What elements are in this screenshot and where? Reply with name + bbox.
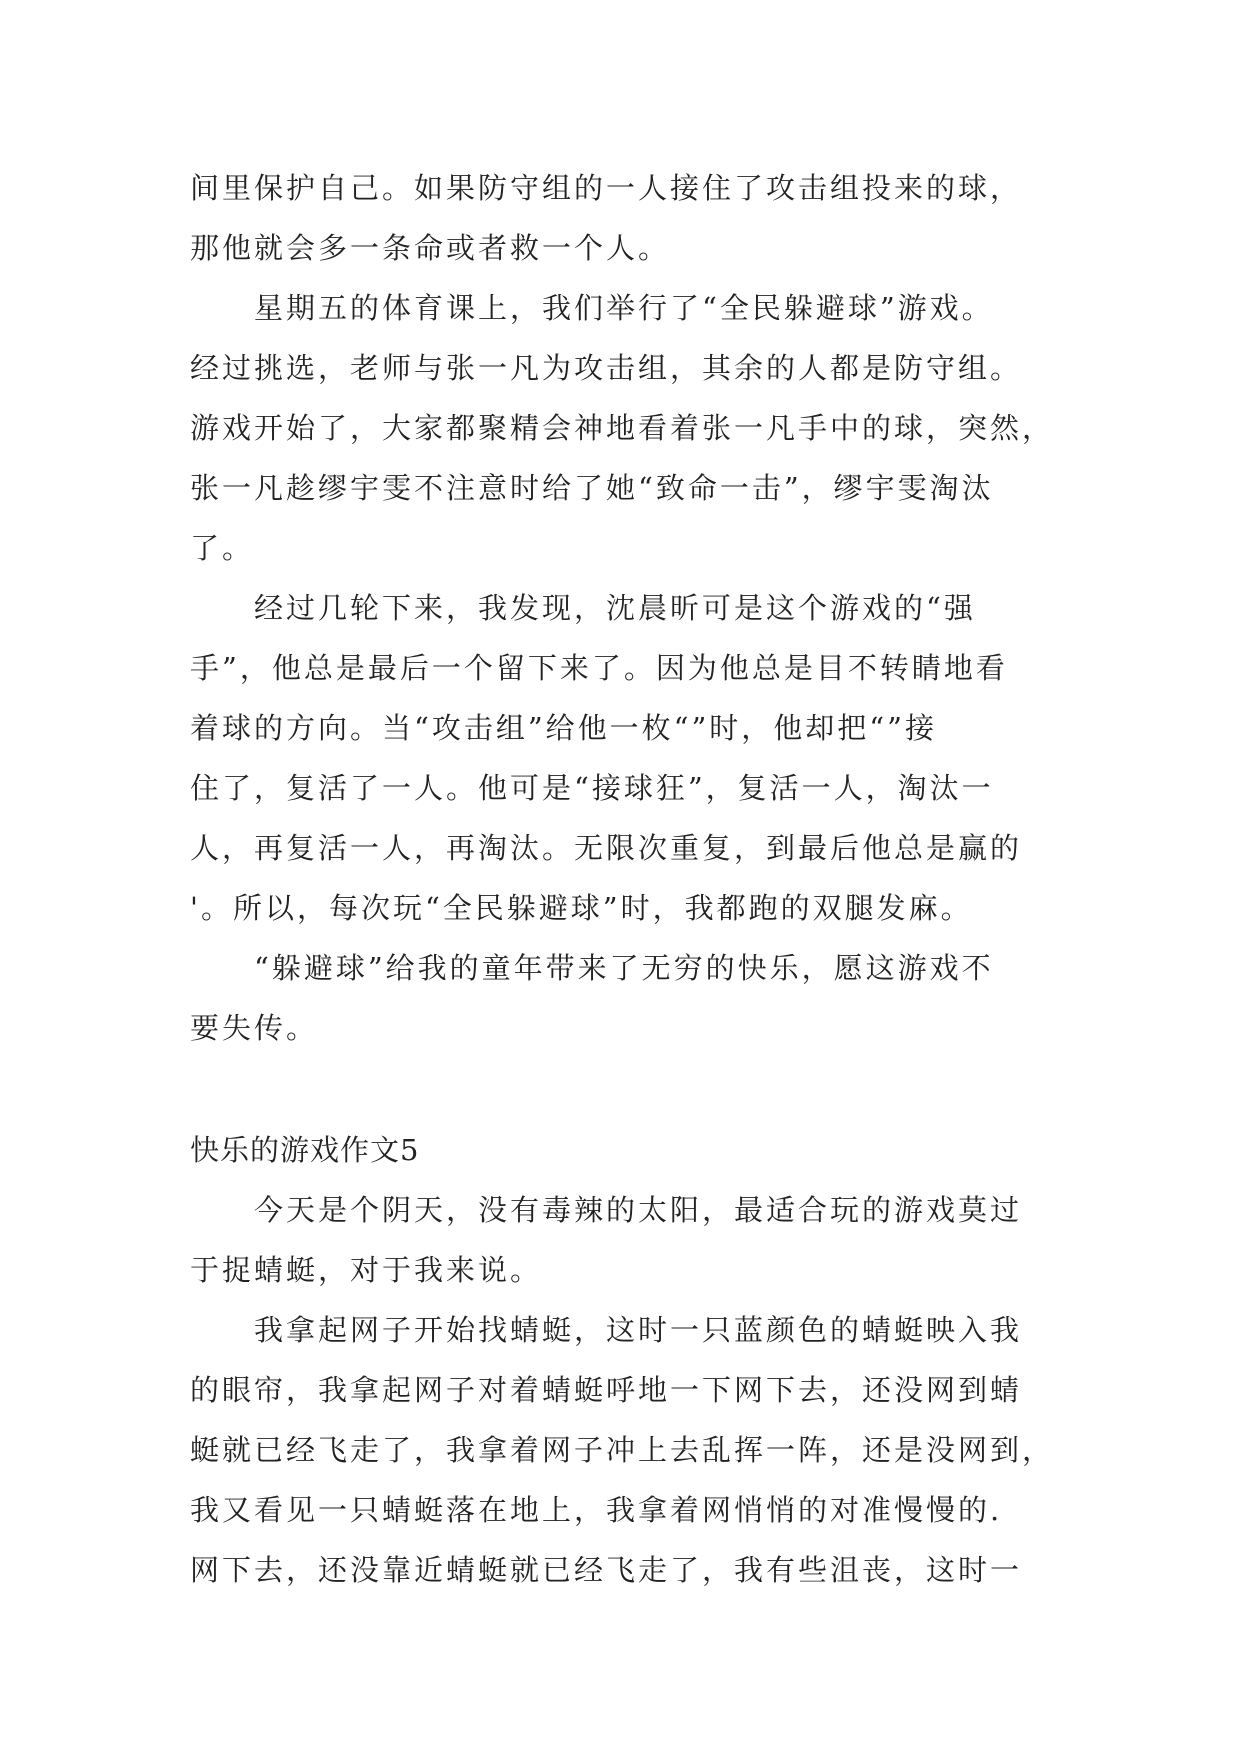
document-body	[190, 158, 1060, 1600]
section-gap	[190, 1058, 1060, 1120]
paragraph-3	[190, 578, 1060, 938]
text-line: 住了，复活了一人。他可是“接球狂”，复活一人，淘汰一	[190, 771, 994, 805]
text-line: 今天是个阴天，没有毒辣的太阳，最适合玩的游戏莫过	[254, 1193, 1023, 1227]
essay-title: 快乐的游戏作文5	[190, 1133, 420, 1167]
paragraph-4	[190, 938, 1060, 1058]
text-line: 那他就会多一条命或者救一个人。	[190, 231, 671, 265]
text-line: 间里保护自己。如果防守组的一人接住了攻击组投来的球，	[190, 171, 1023, 205]
text-line: 我又看见一只蜻蜓落在地上，我拿着网悄悄的对准慢慢的.	[190, 1493, 1003, 1527]
text-line: 着球的方向。当“攻击组”给他一枚“”时，他却把“”接	[190, 711, 937, 745]
text-line: 经过挑选，老师与张一凡为攻击组，其余的人都是防守组。	[190, 351, 1023, 385]
text-line: 的眼帘，我拿起网子对着蜻蜓呼地一下网下去，还没网到蜻	[190, 1373, 1023, 1407]
paragraph-1	[190, 158, 1060, 278]
text-line: '。所以，每次玩“全民躲避球”时，我都跑的双腿发麻。	[190, 891, 973, 925]
text-line: 游戏开始了，大家都聚精会神地看着张一凡手中的球，突然，	[190, 411, 1055, 445]
essay5-paragraph-1	[190, 1180, 1060, 1300]
essay5-paragraph-2	[190, 1300, 1060, 1600]
text-line: 人，再复活一人，再淘汰。无限次重复，到最后他总是赢的	[190, 831, 1023, 865]
text-line: 了。	[190, 531, 255, 565]
text-line: 网下去，还没靠近蜻蜓就已经飞走了，我有些沮丧，这时一	[190, 1553, 1023, 1587]
text-line: 星期五的体育课上，我们举行了“全民躲避球”游戏。	[254, 291, 994, 325]
text-line: 张一凡趁缪宇雯不注意时给了她“致命一击”，缪宇雯淘汰	[190, 471, 994, 505]
paragraph-2	[190, 278, 1060, 578]
text-line: 要失传。	[190, 1011, 319, 1045]
text-line: “躲避球”给我的童年带来了无穷的快乐，愿这游戏不	[254, 951, 994, 985]
text-line: 于捉蜻蜓，对于我来说。	[190, 1253, 543, 1287]
text-line: 我拿起网子开始找蜻蜓，这时一只蓝颜色的蜻蜓映入我	[254, 1313, 1023, 1347]
text-line: 手”，他总是最后一个留下来了。因为他总是目不转睛地看	[190, 651, 1008, 685]
text-line: 蜓就已经飞走了，我拿着网子冲上去乱挥一阵，还是没网到，	[190, 1433, 1055, 1467]
text-line: 经过几轮下来，我发现，沈晨昕可是这个游戏的“强	[254, 591, 976, 625]
